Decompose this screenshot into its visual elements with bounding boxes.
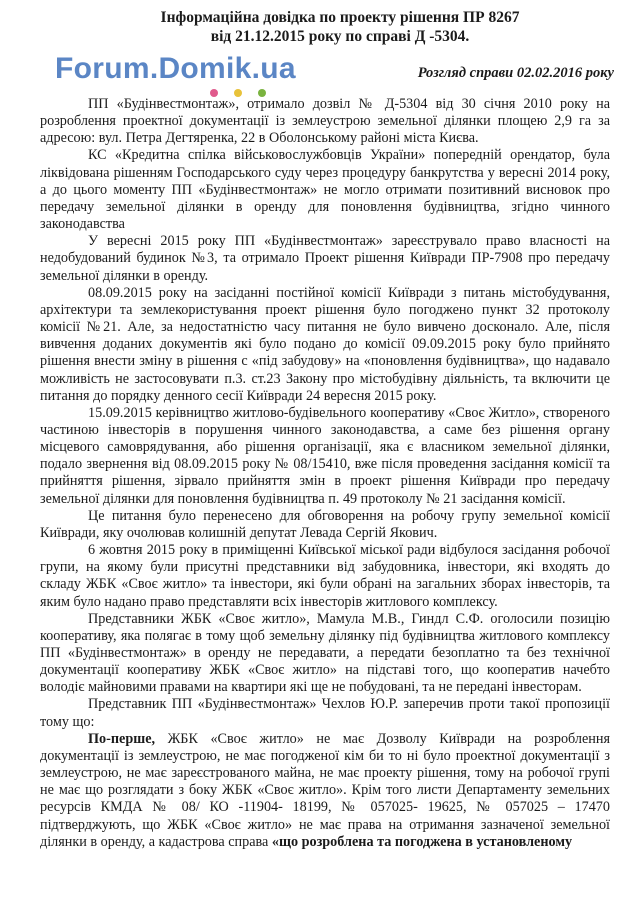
review-date: Розгляд справи 02.02.2016 року [417,65,614,81]
paragraph: Представники ЖБК «Своє житло», Мамула М.В., Гиндл С.Ф. оголосили позицію кооперативу, яка полягає в тому щоб земельну ділянку під будівництва житлового комплексу ПП «Будінвестмонтаж» в оренду не передавати, а передати безоплатно та без технічної документації кооперативу ЖБК «Своє житло» на підставі того, що кооператив начебто володіє майновими правами на квартири які ще не побудовані, та не передані інвесторам. [40,610,610,696]
document-subtitle: від 21.12.2015 року по справі Д -5304. [210,28,470,45]
watermark-logo: Forum.Domik.ua [55,52,296,85]
paragraph: 6 жовтня 2015 року в приміщенні Київської міської ради відбулося засідання робочої групи, на якому були присутні представники від забудовника, інвестори, які входять до складу ЖБК «Своє житло» та інвестори, які були обрані на загальних зборах інвесторів, та яким було надано право представляти всіх інвесторів житлового комплексу. [40,542,610,610]
paragraph: КС «Кредитна спілка військовослужбовців України» попередній орендатор, була ліквідована рішенням Господарського суду через процедуру банкрутства у вересні 2014 року, а до цього моменту ПП «Будінвестмонтаж» не могло отримати позитивний висновок про передачу земельної ділянки в оренду для поновлення будівництва, згідно чинного законодавства [40,147,610,233]
paragraph: 08.09.2015 року на засіданні постійної комісії Київради з питань містобудування, архітектури та землекористування проект рішення було погоджено пункт 32 протоколу комісії №21. Але, за недостатністю часу питання не було вивчено досконало. Але, після вивчення доданих документів які було подано до комісії 09.09.2015 року було прийнято рішення внести зміну в рішення с «під забудову» на «поновлення будівництва», що надавало можливість не застосовувати п.3. ст.23 Закону про містобудівну діяльність, та включити це питання до порядку денного сесії Київради 24 вересня 2015 року. [40,284,610,404]
document-title: Інформаційна довідка по проекту рішення ПР 8267 [160,9,520,26]
paragraph-first-point [40,731,610,851]
paragraph: Представник ПП «Будінвестмонтаж» Чехлов Ю.Р. заперечив проти такої пропозиції тому що: [40,696,610,730]
paragraph: 15.09.2015 керівництво житлово-будівельного кооперативу «Своє Житло», створеного частиною інвесторів в порушення чинного законодавства, а саме без рішення органу місцевого самоврядування, або рішення організації, яка є власником земельної ділянки, подало звернення від 08.09.2015 року № 08/15410, вже після проведення засідання комісії та прийняття рішення, зірвало прийняття змін в проект рішення Київради про передачу земельної ділянки для поновлення будівництва п. 49 протоколу № 21 засідання комісії. [40,404,610,507]
point-label: По-перше, [88,730,156,747]
paragraph: У вересні 2015 року ПП «Будінвестмонтаж» зареєструвало право власності на недобудований будинок №3, та отримало Проект рішення Київради ПР-7908 про передачу земельної ділянки в оренду. [40,233,610,284]
point-tail-bold: «що розроблена та погоджена в установленому [271,833,573,850]
document-body [40,96,610,851]
paragraph: Це питання було перенесено для обговорення на робочу групу земельної комісії Київради, яку очолював колишній депутат Левада Сергій Якович. [40,507,610,541]
point-text: ЖБК «Своє житло» не має Дозволу Київради на розроблення документації із землеустрою, не має погодженої кім би то ні було проектної документації з землеустрою, не має зареєстрованого майна, не має проекту рішення, тому на робочої групі не має що розглядати з боку ЖБК «Своє житло». Крім того листи Департаменту земельних ресурсів КМДА № 08/ КО -11904- 18199, № 057025- 19625, № 057025 – 17470 підтверджують, що ЖБК «Своє житло» не має права на отримання зазначеної земельної ділянки в оренду, а кадастрова справа [40,730,610,850]
paragraph: ПП «Будінвестмонтаж», отримало дозвіл № Д-5304 від 30 січня 2010 року на розроблення проектної документації із землеустрою земельної ділянки площею 2,9 га за адресою: вул. Петра Дегтяренка, 22 в Оболонському районі міста Києва. [40,96,610,147]
